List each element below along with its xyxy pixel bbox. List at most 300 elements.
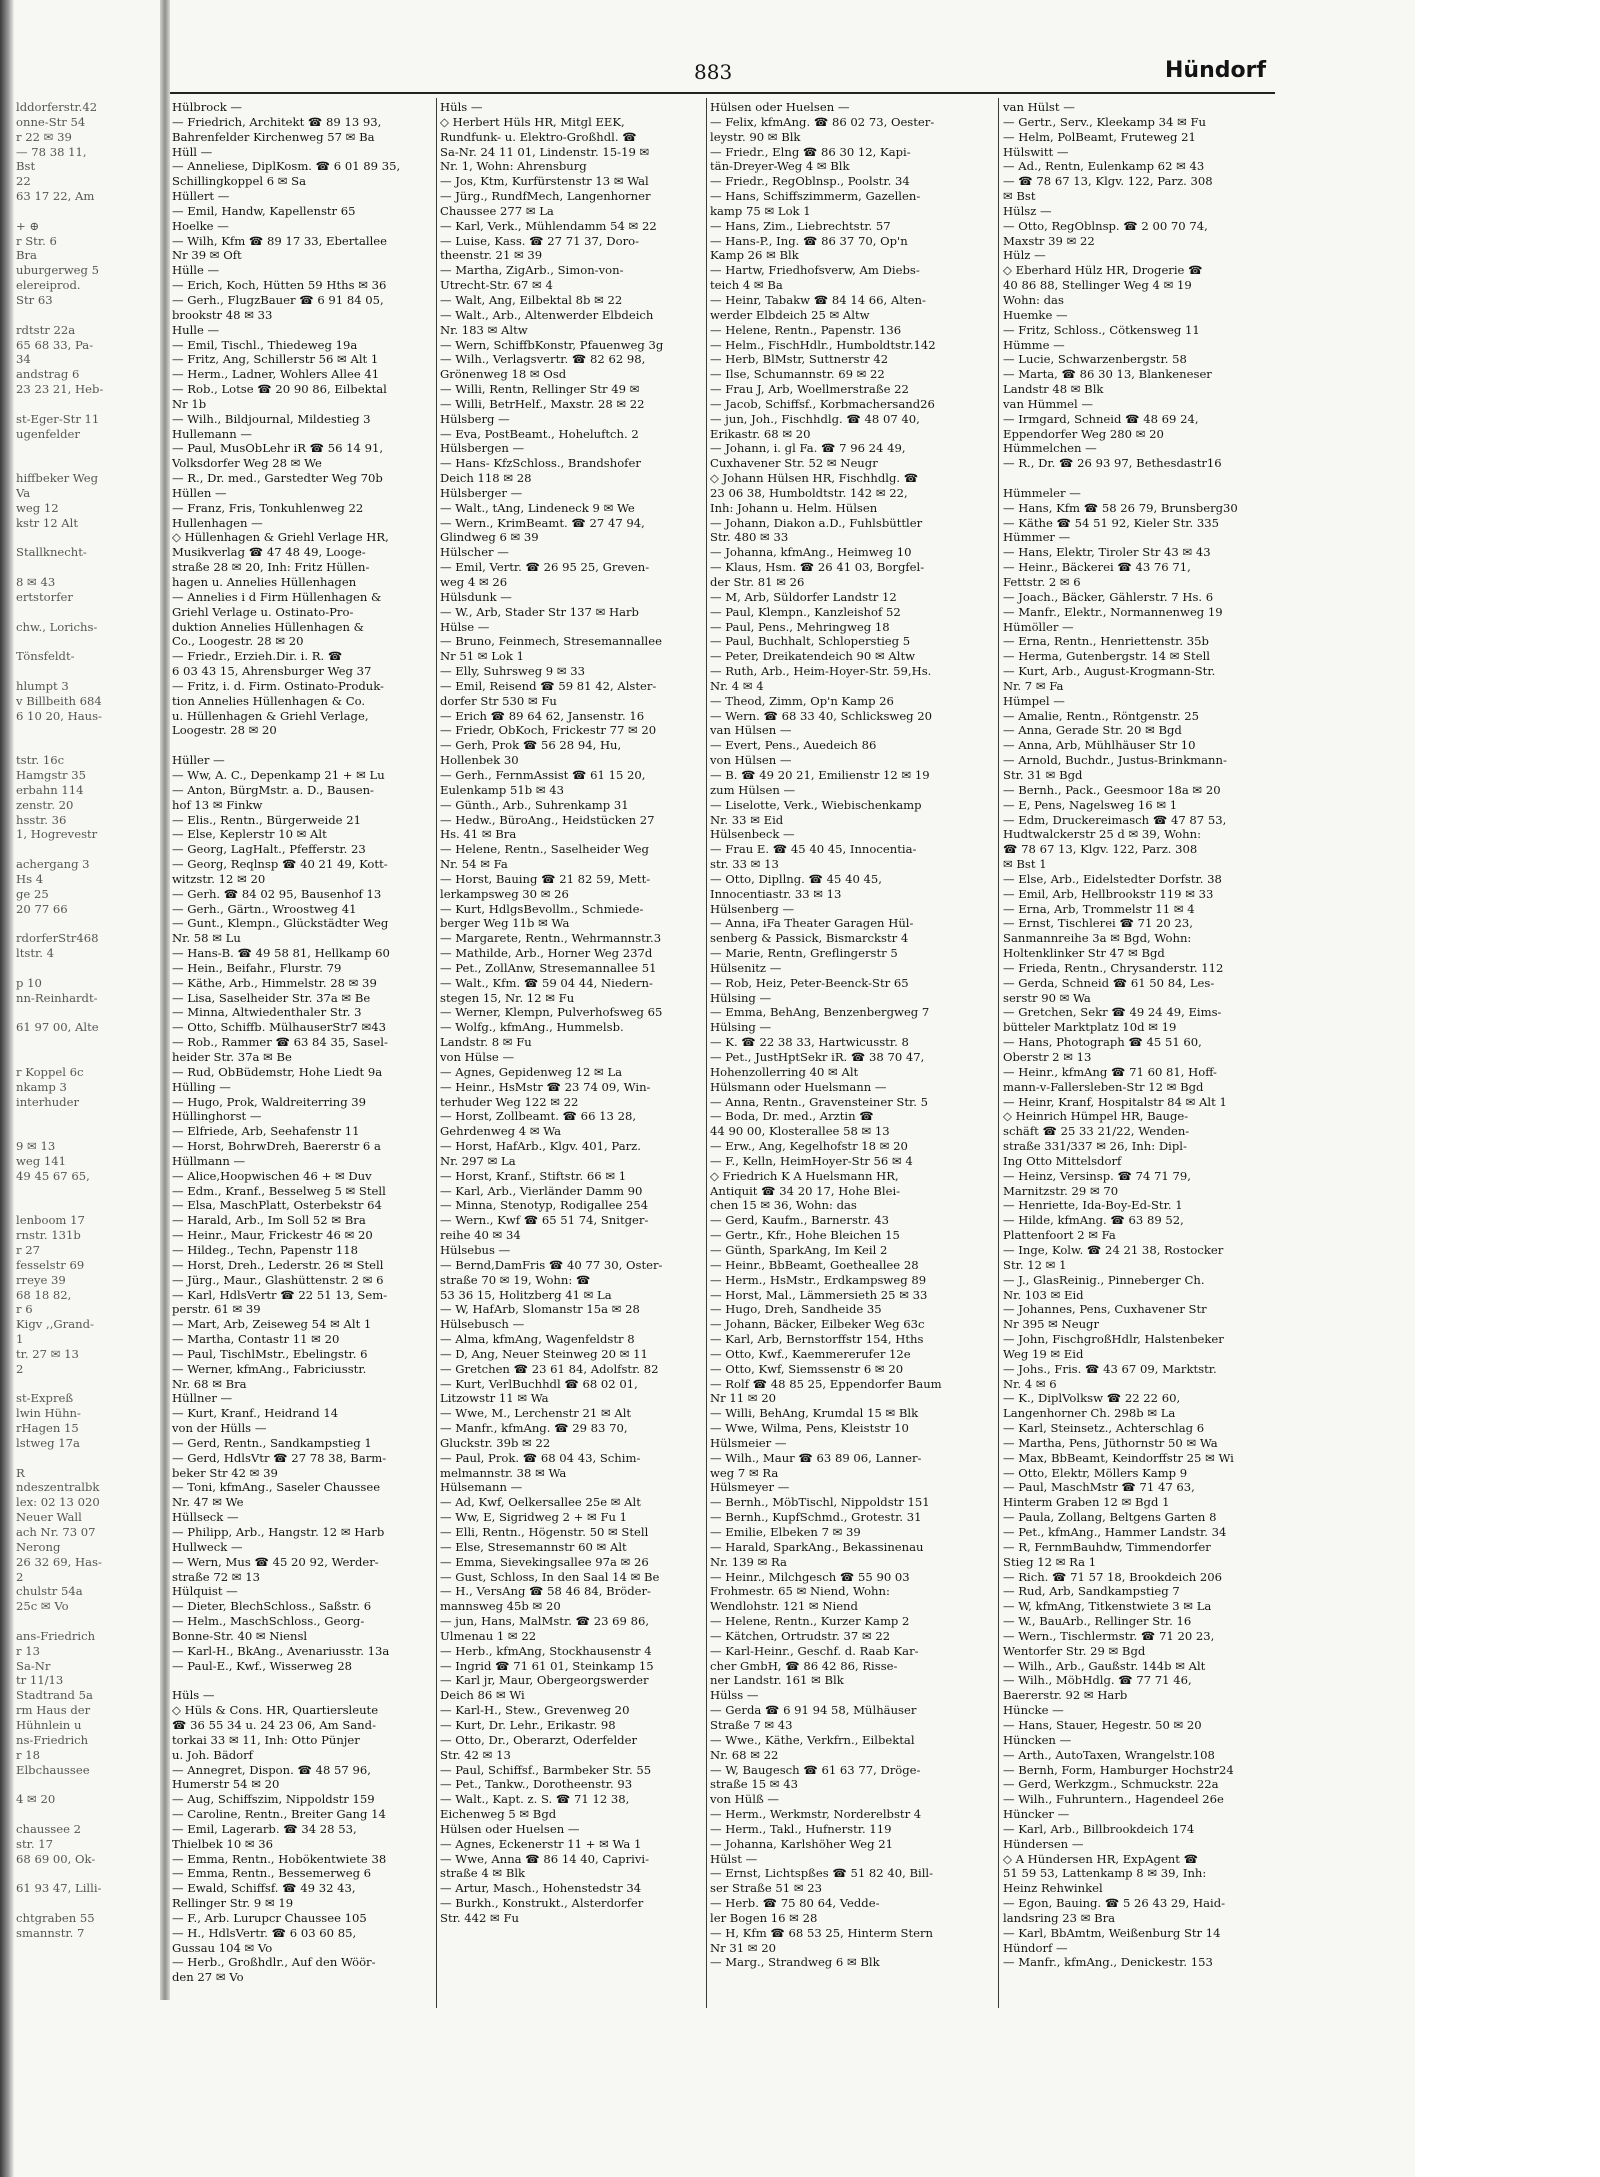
directory-entry-line: — Gust, Schloss, In den Saal 14 ✉ Be: [440, 1569, 660, 1584]
directory-entry-line: — Bernh., MöbTischl, Nippoldstr 151: [710, 1495, 930, 1510]
directory-entry-line: heider Str. 37a ✉ Be: [172, 1050, 292, 1064]
directory-entry-line: — W, HafArb, Slomanstr 15a ✉ 28: [440, 1302, 640, 1317]
directory-entry-line: Hülsen oder Huelsen —: [440, 1821, 580, 1836]
directory-entry-line: Heinz Rehwinkel: [1003, 1881, 1103, 1896]
directory-entry-line: weg 141: [16, 1153, 67, 1168]
directory-entry-line: — Herm., Takl., Hufnerstr. 119: [710, 1821, 892, 1836]
directory-entry-line: — Helm., FischHdlr., Humboldtstr.142: [710, 337, 936, 352]
book-gutter: [0, 0, 14, 2177]
directory-entry-line: — Martha, Pens, Jüthornstr 50 ✉ Wa: [1003, 1435, 1218, 1450]
directory-entry-line: Hülsenitz —: [710, 960, 782, 975]
directory-entry-line: — Pet., ZollAnw, Stresemannallee 51: [440, 960, 657, 975]
directory-entry-line: Stieg 12 ✉ Ra 1: [1003, 1554, 1097, 1569]
directory-entry-line: ltstr. 4: [16, 946, 54, 961]
directory-entry-line: Hülling —: [172, 1079, 231, 1094]
directory-entry-line: — Hartw, Friedhofsverw, Am Diebs-: [710, 263, 920, 278]
directory-entry-line: Deich 118 ✉ 28: [440, 471, 532, 486]
directory-entry-line: weg 7 ✉ Ra: [710, 1465, 779, 1480]
directory-entry-line: v Billbeith 684: [16, 693, 102, 708]
directory-entry-line: rnstr. 131b: [16, 1228, 81, 1243]
directory-entry-line: — M, Arb, Süldorfer Landstr 12: [710, 589, 897, 604]
directory-entry-line: — Paul, Klempn., Kanzleishof 52: [710, 604, 901, 619]
directory-entry-line: — Helm., MaschSchloss., Georg-: [172, 1614, 365, 1629]
directory-entry-line: — Ernst, Tischlerei ☎ 71 20 23,: [1003, 916, 1193, 931]
directory-entry-line: Deich 86 ✉ Wi: [440, 1688, 525, 1703]
directory-entry-line: Bra: [16, 248, 37, 263]
directory-entry-line: Volksdorfer Weg 28 ✉ We: [172, 456, 322, 471]
directory-entry-line: Gehrdenweg 4 ✉ Wa: [440, 1124, 562, 1139]
directory-entry-line: 25c ✉ Vo: [16, 1599, 69, 1614]
directory-entry-line: — Johann, Bäcker, Eilbeker Weg 63c: [710, 1317, 925, 1332]
directory-entry-line: Hümmeler —: [1003, 485, 1081, 500]
directory-entry-line: onne-Str 54: [16, 114, 86, 129]
directory-entry-line: — Ww, E, Sigridweg 2 + ✉ Fu 1: [440, 1510, 628, 1525]
directory-entry-line: [16, 204, 160, 219]
directory-entry-line: Sa-Nr: [16, 1658, 51, 1673]
directory-entry-line: 40 86 88, Stellinger Weg 4 ✉ 19: [1003, 278, 1192, 293]
directory-entry-line: ◇ Eberhard Hülz HR, Drogerie ☎: [1003, 263, 1203, 278]
directory-entry-line: + ⊕: [16, 218, 40, 233]
directory-entry-line: — Caroline, Rentn., Breiter Gang 14: [172, 1807, 386, 1822]
directory-entry-line: 26 32 69, Has-: [16, 1554, 102, 1569]
directory-entry-line: straße 70 ✉ 19, Wohn: ☎: [440, 1272, 591, 1287]
directory-entry-line: Va: [16, 485, 31, 500]
directory-entry-line: — Frau J, Arb, Woellmerstraße 22: [710, 382, 909, 397]
directory-entry-line: — Walt, Ang, Eilbektal 8b ✉ 22: [440, 292, 623, 307]
directory-entry-line: 23 23 21, Heb-: [16, 382, 104, 397]
directory-entry-line: uburgerweg 5: [16, 263, 99, 278]
directory-entry-line: — H., VersAng ☎ 58 46 84, Bröder-: [440, 1584, 651, 1599]
directory-entry-line: rHagen 15: [16, 1421, 79, 1436]
directory-entry-line: — Alice,Hoopwischen 46 + ✉ Duv: [172, 1168, 372, 1183]
directory-entry-line: — Rich. ☎ 71 57 18, Brookdeich 206: [1003, 1569, 1222, 1584]
directory-entry-line: — Werner, kfmAng., Fabriciusstr.: [172, 1361, 367, 1376]
directory-entry-line: ertstorfer: [16, 589, 73, 604]
directory-entry-line: — Henriette, Ida-Boy-Ed-Str. 1: [1003, 1198, 1183, 1213]
directory-entry-line: ☎ 36 55 34 u. 24 23 06, Am Sand-: [172, 1717, 376, 1732]
directory-entry-line: — Marta, ☎ 86 30 13, Blankeneser: [1003, 367, 1212, 382]
directory-entry-line: — Paul-E., Kwf., Wisserweg 28: [172, 1658, 352, 1673]
directory-entry-line: Nr 39 ✉ Oft: [172, 248, 242, 263]
directory-entry-line: torkai 33 ✉ 11, Inh: Otto Pünjer: [172, 1732, 360, 1747]
directory-entry-line: — Boda, Dr. med., Arztin ☎: [710, 1109, 874, 1124]
directory-entry-line: Hülsenberg —: [710, 901, 795, 916]
directory-entry-line: elereiprod.: [16, 278, 81, 293]
directory-entry-line: [16, 1866, 160, 1881]
directory-entry-line: — Heinr., Bäckerei ☎ 43 76 71,: [1003, 560, 1191, 575]
directory-entry-line: straße 28 ✉ 20, Inh: Fritz Hüllen-: [172, 560, 370, 575]
directory-entry-line: — Otto, Kwf., Kaemmererufer 12e: [710, 1346, 911, 1361]
directory-entry-line: — Herm., Werkmstr, Norderelbstr 4: [710, 1807, 922, 1822]
directory-entry-line: Nerong: [16, 1539, 61, 1554]
directory-entry-line: Nr. 183 ✉ Altw: [440, 322, 528, 337]
directory-entry-line: Wendlohstr. 121 ✉ Niend: [710, 1599, 858, 1614]
directory-entry-line: — Wilh., MöbHdlg. ☎ 77 71 46,: [1003, 1673, 1192, 1688]
directory-entry-line: tr 11/13: [16, 1673, 64, 1688]
directory-entry-line: — Paul, Pens., Mehringweg 18: [710, 619, 890, 634]
directory-entry-line: — Kurt, Arb., August-Krogmann-Str.: [1003, 664, 1216, 679]
directory-entry-line: Tönsfeldt-: [16, 649, 75, 664]
directory-entry-line: — Otto, Kwf, Siemssenstr 6 ✉ 20: [710, 1361, 904, 1376]
directory-entry-line: ugenfelder: [16, 426, 80, 441]
directory-entry-line: — Otto, RegOblnsp. ☎ 2 00 70 74,: [1003, 218, 1208, 233]
directory-entry-line: chw., Lorichs-: [16, 619, 98, 634]
directory-entry-line: — Helene, Rentn., Kurzer Kamp 2: [710, 1614, 910, 1629]
directory-entry-line: Nr. 68 ✉ Bra: [172, 1376, 247, 1391]
directory-entry-line: Marnitzstr. 29 ✉ 70: [1003, 1183, 1119, 1198]
directory-entry-line: 49 45 67 65,: [16, 1168, 90, 1183]
directory-entry-line: — Bruno, Feinmech, Stresemannallee: [440, 634, 662, 649]
directory-entry-line: — H., HdlsVertr. ☎ 6 03 60 85,: [172, 1925, 357, 1940]
directory-entry-line: 2: [16, 1569, 24, 1584]
column-4: [1003, 100, 1275, 1970]
directory-entry-line: 1: [16, 1332, 24, 1347]
directory-entry-line: — Else, Stresemannstr 60 ✉ Alt: [440, 1539, 627, 1554]
directory-entry-line: — Karl-Heinr., Geschf. d. Raab Kar-: [710, 1643, 919, 1658]
directory-entry-line: [16, 308, 160, 323]
directory-entry-line: — Elfriede, Arb, Seehafenstr 11: [172, 1124, 360, 1139]
directory-entry-line: den 27 ✉ Vo: [172, 1970, 244, 1985]
directory-entry-line: 61 93 47, Lilli-: [16, 1881, 102, 1896]
directory-entry-line: Str. 42 ✉ 13: [440, 1747, 511, 1762]
directory-entry-line: — Walt., Arb., Altenwerder Elbdeich: [440, 307, 654, 322]
directory-entry-line: Hülsz —: [1003, 203, 1052, 218]
directory-entry-line: — Aug, Schiffszim, Nippoldstr 159: [172, 1792, 375, 1807]
directory-entry-line: Hüllinghorst —: [172, 1109, 262, 1124]
directory-entry-line: Nr. 103 ✉ Eid: [1003, 1287, 1084, 1302]
directory-entry-line: Nr. 4 ✉ 6: [1003, 1376, 1057, 1391]
directory-entry-line: — Hans, Zim., Liebrechtstr. 57: [710, 218, 891, 233]
directory-entry-line: [16, 397, 160, 412]
directory-entry-line: — Erna, Arb, Trommelstr 11 ✉ 4: [1003, 901, 1195, 916]
directory-entry-line: Wohn: das: [1003, 292, 1064, 307]
directory-entry-line: — Hans-P., Ing. ☎ 86 37 70, Op'n: [710, 233, 908, 248]
directory-entry-line: Hudtwalckerstr 25 d ✉ 39, Wohn:: [1003, 827, 1201, 842]
directory-entry-line: Str. 442 ✉ Fu: [440, 1910, 519, 1925]
directory-entry-line: — Jürg., RundfMech, Langenhorner: [440, 189, 651, 204]
directory-entry-line: [16, 441, 160, 456]
directory-entry-line: — Edm, Druckereimasch ☎ 47 87 53,: [1003, 812, 1227, 827]
directory-entry-line: fesselstr 69: [16, 1257, 85, 1272]
directory-entry-line: — Rolf ☎ 48 85 25, Eppendorfer Baum: [710, 1376, 942, 1391]
directory-entry-line: Nr. 54 ✉ Fa: [440, 857, 508, 872]
directory-entry-line: — Erna, Rentn., Henriettenstr. 35b: [1003, 634, 1209, 649]
directory-entry-line: nkamp 3: [16, 1079, 67, 1094]
directory-entry-line: — Gertr., Serv., Kleekamp 34 ✉ Fu: [1003, 114, 1206, 129]
directory-entry-line: smannstr. 7: [16, 1925, 85, 1940]
directory-entry-line: — Günth., Arb., Suhrenkamp 31: [440, 797, 629, 812]
directory-entry-line: Str 63: [16, 292, 53, 307]
directory-entry-line: [16, 605, 160, 620]
directory-entry-line: brookstr 48 ✉ 33: [172, 307, 273, 322]
page-fold-shadow: [160, 0, 170, 2000]
directory-entry-line: perstr. 61 ✉ 39: [172, 1302, 261, 1317]
directory-entry-line: — Wern., KrimBeamt. ☎ 27 47 94,: [440, 515, 645, 530]
directory-entry-line: Hümmer —: [1003, 530, 1071, 545]
directory-entry-line: tion Annelies Hüllenhagen & Co.: [172, 693, 366, 708]
directory-entry-line: Bonne-Str. 40 ✉ Niensl: [172, 1628, 308, 1643]
directory-entry-line: ◇ Hüls & Cons. HR, Quartiersleute: [172, 1703, 379, 1718]
directory-entry-line: — Paul, Prok. ☎ 68 04 43, Schim-: [440, 1450, 641, 1465]
directory-entry-line: Hüls —: [440, 100, 483, 114]
directory-entry-line: Nr. 4 ✉ 4: [710, 678, 764, 693]
directory-entry-line: — Emil, Tischl., Thiedeweg 19a: [172, 337, 358, 352]
directory-entry-line: — Bernh., KupfSchmd., Grotestr. 31: [710, 1510, 922, 1525]
directory-entry-line: [16, 634, 160, 649]
directory-entry-line: Schillingkoppel 6 ✉ Sa: [172, 174, 307, 189]
directory-entry-line: — Gerda ☎ 6 91 94 58, Mülhäuser: [710, 1703, 917, 1718]
directory-entry-line: Hollenbek 30: [440, 753, 519, 768]
directory-entry-line: — Elli, Rentn., Högenstr. 50 ✉ Stell: [440, 1525, 649, 1539]
directory-entry-line: — Heinz, Versinsp. ☎ 74 71 79,: [1003, 1168, 1191, 1183]
directory-entry-line: — Wwe, M., Lerchenstr 21 ✉ Alt: [440, 1406, 632, 1421]
directory-entry-line: — Wern., Kwf ☎ 65 51 74, Snitger-: [440, 1213, 649, 1228]
directory-entry-line: 68 18 82,: [16, 1287, 72, 1302]
directory-entry-line: Nr. 33 ✉ Eid: [710, 812, 784, 827]
directory-entry-line: Hullenhagen —: [172, 515, 263, 530]
directory-entry-line: — Rud, ObBüdemstr, Hohe Liedt 9a: [172, 1064, 383, 1079]
directory-entry-line: — Hans, Stauer, Hegestr. 50 ✉ 20: [1003, 1717, 1202, 1732]
directory-entry-line: Hülse —: [440, 619, 490, 634]
directory-entry-line: — Käthe, Arb., Himmelstr. 28 ✉ 39: [172, 975, 377, 990]
directory-entry-line: Hülsmeier —: [710, 1435, 787, 1450]
directory-entry-line: — Ruth, Arb., Heim-Hoyer-Str. 59,Hs.: [710, 664, 932, 679]
directory-entry-line: — Wilh., Maur ☎ 63 89 06, Lanner-: [710, 1450, 922, 1465]
directory-entry-line: — Karl, BbAmtm, Weißenburg Str 14: [1003, 1925, 1221, 1940]
directory-entry-line: — Bernh., Pack., Geesmoor 18a ✉ 20: [1003, 782, 1221, 797]
directory-entry-line: witzstr. 12 ✉ 20: [172, 871, 266, 886]
directory-entry-line: Hamgstr 35: [16, 767, 87, 782]
directory-entry-line: chulstr 54a: [16, 1584, 83, 1599]
directory-entry-line: teich 4 ✉ Ba: [710, 278, 783, 293]
directory-entry-line: Str. 480 ✉ 33: [710, 530, 789, 545]
directory-entry-line: — Kurt, VerlBuchhdl ☎ 68 02 01,: [440, 1376, 638, 1391]
directory-entry-line: — Johann, i. gl Fa. ☎ 7 96 24 49,: [710, 441, 906, 456]
directory-entry-line: r 22 ✉ 39: [16, 129, 72, 144]
directory-entry-line: — Elly, Suhrsweg 9 ✉ 33: [440, 664, 586, 679]
directory-entry-line: — Fritz, Schloss., Cötkensweg 11: [1003, 322, 1200, 337]
directory-entry-line: r 27: [16, 1242, 40, 1257]
directory-entry-line: Bst: [16, 159, 36, 174]
directory-entry-line: — Hein., Beifahr., Flurstr. 79: [172, 960, 342, 975]
directory-entry-line: — Anna, iFa Theater Garagen Hül-: [710, 916, 914, 931]
directory-entry-line: ☎ 78 67 13, Klgv. 122, Parz. 308: [1003, 842, 1198, 857]
directory-entry-line: Hullemann —: [172, 426, 252, 441]
directory-entry-line: van Hülsen —: [710, 723, 792, 738]
directory-entry-line: Hüll —: [172, 144, 213, 159]
directory-entry-line: dorfer Str 530 ✉ Fu: [440, 693, 557, 708]
directory-entry-line: — Käthe ☎ 54 51 92, Kieler Str. 335: [1003, 515, 1220, 530]
directory-entry-line: — Martha, Contastr 11 ✉ 20: [172, 1332, 340, 1347]
directory-entry-line: — Wwe, Anna ☎ 86 14 40, Caprivi-: [440, 1851, 650, 1866]
directory-entry-line: — Friedr, ObKoch, Frickestr 77 ✉ 20: [440, 723, 657, 738]
directory-entry-line: hlumpt 3: [16, 678, 69, 693]
directory-entry-line: Gussau 104 ✉ Vo: [172, 1940, 273, 1955]
directory-entry-line: lerkampsweg 30 ✉ 26: [440, 886, 569, 901]
directory-entry-line: — Felix, kfmAng. ☎ 86 02 73, Oester-: [710, 114, 935, 129]
directory-entry-line: — Egon, Bauing. ☎ 5 26 43 29, Haid-: [1003, 1896, 1226, 1911]
directory-entry-line: Hülsberg —: [440, 411, 510, 426]
directory-entry-line: — Hans, Elektr, Tiroler Str 43 ✉ 43: [1003, 545, 1211, 560]
directory-entry-line: — Ad., Rentn, Eulenkamp 62 ✉ 43: [1003, 159, 1205, 174]
directory-entry-line: 6 10 20, Haus-: [16, 708, 102, 723]
directory-entry-line: st-Eger-Str 11: [16, 411, 100, 426]
directory-entry-line: — Heinr., BbBeamt, Goetheallee 28: [710, 1257, 919, 1272]
directory-entry-line: — Pet., kfmAng., Hammer Landstr. 34: [1003, 1525, 1227, 1539]
directory-entry-line: — Emma, Rentn., Hobökentwiete 38: [172, 1851, 387, 1866]
directory-entry-line: — Georg, Reqlnsp ☎ 40 21 49, Kott-: [172, 857, 388, 872]
directory-entry-line: — Annegret, Dispon. ☎ 48 57 96,: [172, 1762, 371, 1777]
directory-entry-line: — Gerd, Rentn., Sandkampstieg 1: [172, 1435, 372, 1450]
directory-entry-line: Oberstr 2 ✉ 13: [1003, 1050, 1092, 1064]
directory-entry-line: — Helm, PolBeamt, Fruteweg 21: [1003, 129, 1196, 144]
column-divider: [436, 98, 437, 2008]
directory-entry-line: achergang 3: [16, 857, 90, 872]
directory-entry-line: — Lucie, Schwarzenbergstr. 58: [1003, 352, 1187, 367]
directory-entry-line: — Heinr, Kranf, Hospitalstr 84 ✉ Alt 1: [1003, 1094, 1227, 1109]
directory-entry-line: Hümöller —: [1003, 619, 1074, 634]
directory-entry-line: — Gerh., FernmAssist ☎ 61 15 20,: [440, 767, 646, 782]
directory-entry-line: — Friedrich, Architekt ☎ 89 13 93,: [172, 114, 382, 129]
directory-entry-line: — Ernst, Lichtspßes ☎ 51 82 40, Bill-: [710, 1866, 934, 1881]
directory-entry-line: — Kurt, Kranf., Heidrand 14: [172, 1406, 339, 1421]
directory-entry-line: — Burkh., Konstrukt., Alsterdorfer: [440, 1896, 644, 1911]
directory-entry-line: berger Weg 11b ✉ Wa: [440, 916, 570, 931]
directory-entry-line: Kigv ,,Grand-: [16, 1317, 94, 1332]
directory-entry-line: ✉ Bst: [1003, 189, 1036, 204]
directory-entry-line: — Wwe, Wilma, Pens, Kleiststr 10: [710, 1421, 909, 1436]
directory-entry-line: Hülss —: [710, 1688, 759, 1703]
directory-entry-line: Weg 19 ✉ Eid: [1003, 1346, 1084, 1361]
directory-entry-line: Eppendorfer Weg 280 ✉ 20: [1003, 426, 1164, 441]
directory-entry-line: rreye 39: [16, 1272, 66, 1287]
directory-entry-line: tr. 27 ✉ 13: [16, 1346, 79, 1361]
directory-entry-line: Hüncken —: [1003, 1732, 1072, 1747]
directory-entry-line: — Manfr., Elektr., Normannenweg 19: [1003, 604, 1223, 619]
directory-entry-line: lwin Hühn-: [16, 1406, 81, 1421]
directory-entry-line: 34: [16, 352, 31, 367]
directory-entry-line: ndeszentralbk: [16, 1480, 100, 1495]
directory-entry-line: — F., Kelln, HeimHoyer-Str 56 ✉ 4: [710, 1153, 913, 1168]
directory-entry-line: Hülbrock —: [172, 100, 243, 114]
directory-entry-line: — Wern. ☎ 68 33 40, Schlicksweg 20: [710, 708, 933, 723]
directory-entry-line: ◇ Heinrich Hümpel HR, Bauge-: [1003, 1109, 1189, 1124]
directory-entry-line: — W., Arb, Stader Str 137 ✉ Harb: [440, 604, 639, 619]
directory-entry-line: Stadtrand 5a: [16, 1688, 93, 1703]
directory-entry-line: Nr 51 ✉ Lok 1: [440, 649, 524, 664]
directory-entry-line: — Marg., Strandweg 6 ✉ Blk: [710, 1955, 880, 1970]
directory-entry-line: chtgraben 55: [16, 1910, 95, 1925]
directory-entry-line: [16, 560, 160, 575]
directory-entry-line: Cuxhavener Str. 52 ✉ Neugr: [710, 456, 878, 471]
column-2: [440, 100, 702, 1926]
directory-entry-line: — Hugo, Prok, Waldreiterring 39: [172, 1094, 367, 1109]
directory-entry-line: Humerstr 54 ✉ 20: [172, 1777, 280, 1792]
directory-entry-line: Str. 12 ✉ 1: [1003, 1257, 1067, 1272]
directory-entry-line: Hülsenbeck —: [710, 827, 795, 842]
directory-entry-line: Inh: Johann u. Helm. Hülsen: [710, 500, 878, 515]
directory-entry-line: — Rud, Arb, Sandkampstieg 7: [1003, 1584, 1180, 1599]
directory-entry-line: Nr. 297 ✉ La: [440, 1153, 516, 1168]
directory-entry-line: 9 ✉ 13: [16, 1139, 56, 1154]
directory-entry-line: — Peter, Dreikatendeich 90 ✉ Altw: [710, 649, 916, 664]
directory-entry-line: [16, 1198, 160, 1213]
directory-entry-line: — Kurt, HdlgsBevollm., Schmiede-: [440, 901, 644, 916]
directory-entry-line: — Agnes, Gepidenweg 12 ✉ La: [440, 1064, 623, 1079]
directory-entry-line: — Willi, Rentn, Rellinger Str 49 ✉: [440, 382, 640, 397]
directory-entry-line: — Hildeg., Techn, Papenstr 118: [172, 1242, 358, 1257]
directory-entry-line: Sanmannreihe 3a ✉ Bgd, Wohn:: [1003, 931, 1192, 946]
directory-entry-line: — Toni, kfmAng., Saseler Chaussee: [172, 1480, 381, 1495]
directory-entry-line: — Heinr., Maur, Frickestr 46 ✉ 20: [172, 1228, 373, 1243]
directory-entry-line: — John, FischgroßHdlr, Halstenbeker: [1003, 1332, 1224, 1347]
directory-entry-line: — Gretchen, Sekr ☎ 49 24 49, Eims-: [1003, 1005, 1222, 1020]
directory-entry-line: Hülsen oder Huelsen —: [710, 100, 850, 114]
directory-entry-line: rm Haus der: [16, 1703, 91, 1718]
directory-entry-line: — Emil, Vertr. ☎ 26 95 25, Greven-: [440, 560, 650, 575]
directory-entry-line: — K. ☎ 22 38 33, Hartwicusstr. 8: [710, 1035, 909, 1050]
directory-entry-line: — Rob., Rammer ☎ 63 84 35, Sasel-: [172, 1035, 388, 1050]
directory-entry-line: Hülsberger —: [440, 485, 523, 500]
directory-entry-line: — Karl, Steinsetz., Achterschlag 6: [1003, 1421, 1205, 1436]
directory-entry-line: zenstr. 20: [16, 797, 74, 812]
directory-entry-line: — Heinr., HsMstr ☎ 23 74 09, Win-: [440, 1079, 651, 1094]
directory-entry-line: — Otto, Dipllng. ☎ 45 40 45,: [710, 871, 882, 886]
directory-entry-line: hsstr. 36: [16, 812, 67, 827]
directory-entry-line: — Werner, Klempn, Pulverhofsweg 65: [440, 1005, 663, 1020]
directory-entry-line: straße 4 ✉ Blk: [440, 1866, 526, 1881]
directory-entry-line: R: [16, 1465, 25, 1480]
directory-entry-line: — Annelies i d Firm Hüllenhagen &: [172, 589, 382, 604]
directory-entry-line: [16, 530, 160, 545]
directory-entry-line: — R., Dr. ☎ 26 93 97, Bethesdastr16: [1003, 456, 1222, 471]
directory-entry-line: van Hülst —: [1003, 100, 1075, 114]
directory-entry-line: ans-Friedrich: [16, 1628, 96, 1643]
directory-entry-line: — Irmgard, Schneid ☎ 48 69 24,: [1003, 411, 1199, 426]
directory-entry-line: Nr. 58 ✉ Lu: [172, 931, 241, 946]
directory-entry-line: — Johannes, Pens, Cuxhavener Str: [1003, 1302, 1207, 1317]
directory-entry-line: Eichenweg 5 ✉ Bgd: [440, 1807, 557, 1822]
directory-entry-line: ge 25: [16, 886, 49, 901]
directory-entry-line: — Dieter, BlechSchloss., Saßstr. 6: [172, 1599, 372, 1614]
directory-entry-line: — Anna, Gerade Str. 20 ✉ Bgd: [1003, 723, 1182, 738]
directory-entry-line: — Herma, Gutenbergstr. 14 ✉ Stell: [1003, 649, 1210, 664]
directory-entry-line: — H, Kfm ☎ 68 53 25, Hinterm Stern: [710, 1925, 934, 1940]
directory-entry-line: Bahrenfelder Kirchenweg 57 ✉ Ba: [172, 129, 375, 144]
directory-entry-line: — Pet., Tankw., Dorotheenstr. 93: [440, 1777, 633, 1792]
directory-entry-line: — Wern, Mus ☎ 45 20 92, Werder-: [172, 1554, 379, 1569]
directory-entry-line: 6 03 43 15, Ahrensburger Weg 37: [172, 664, 372, 679]
directory-entry-line: lstweg 17a: [16, 1435, 80, 1450]
directory-entry-line: — ☎ 78 67 13, Klgv. 122, Parz. 308: [1003, 174, 1213, 189]
directory-entry-line: — Jos, Ktm, Kurfürstenstr 13 ✉ Wal: [440, 174, 649, 189]
directory-entry-line: — Hans, Kfm ☎ 58 26 79, Brunsberg30: [1003, 500, 1238, 515]
directory-entry-line: — Martha, ZigArb., Simon-von-: [440, 263, 624, 278]
directory-entry-line: — Eva, PostBeamt., Hoheluftch. 2: [440, 426, 639, 441]
directory-entry-line: nn-Reinhardt-: [16, 990, 98, 1005]
directory-entry-line: — Emma, BehAng, Benzenbergweg 7: [710, 1005, 930, 1020]
directory-entry-line: — Karl, Verk., Mühlendamm 54 ✉ 22: [440, 218, 657, 233]
directory-entry-line: Nr. 7 ✉ Fa: [1003, 678, 1064, 693]
directory-entry-line: — Heinr., kfmAng ☎ 71 60 81, Hoff-: [1003, 1064, 1217, 1079]
column-divider: [706, 98, 707, 2008]
directory-entry-line: Innocentiastr. 33 ✉ 13: [710, 886, 842, 901]
directory-entry-line: der Str. 81 ✉ 26: [710, 575, 805, 589]
directory-entry-line: — Amalie, Rentn., Röntgenstr. 25: [1003, 708, 1200, 723]
directory-entry-line: — Johanna, kfmAng., Heimweg 10: [710, 545, 912, 560]
directory-entry-line: — jun, Joh., Fischhdlg. ☎ 48 07 40,: [710, 411, 920, 426]
directory-entry-line: r 18: [16, 1747, 40, 1762]
